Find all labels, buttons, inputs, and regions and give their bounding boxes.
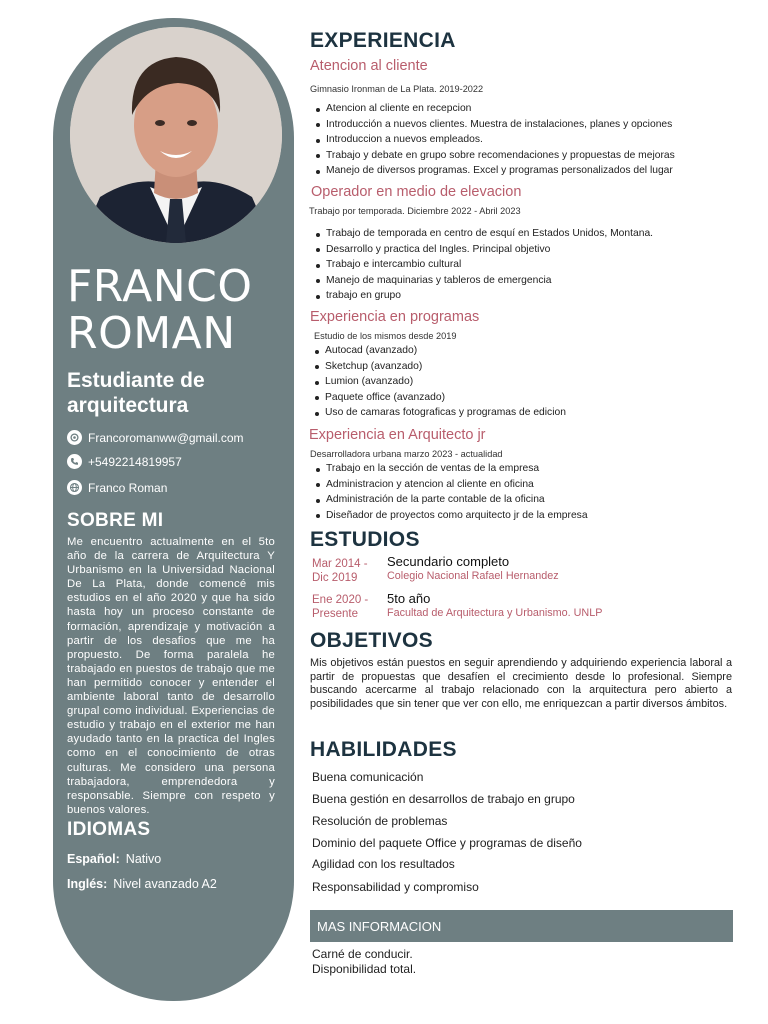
language-level: Nativo — [125, 852, 162, 866]
education-title: Secundario completo — [387, 554, 510, 569]
more-info-heading: MAS INFORMACION — [310, 910, 733, 942]
job-meta: Gimnasio Ironman de La Plata. 2019-2022 — [310, 84, 484, 94]
skill-item: Buena gestión en desarrollos de trabajo en grupo — [312, 792, 575, 806]
more-info-line: Carné de conducir. — [312, 947, 413, 961]
skills-heading: HABILIDADES — [310, 738, 457, 761]
list-item: Trabajo e intercambio cultural — [314, 257, 653, 273]
skill-item: Agilidad con los resultados — [312, 857, 455, 871]
language-level: Nivel avanzado A2 — [113, 877, 217, 891]
list-item: Introduccion a nuevos empleados. — [314, 132, 675, 148]
list-item: Trabajo y debate en grupo sobre recomendaciones y propuestas de mejoras — [314, 148, 675, 164]
web-text: Franco Roman — [88, 480, 168, 495]
list-item: Diseñador de proyectos como arquitecto jr de la empresa — [314, 508, 588, 524]
education-date — [312, 593, 368, 621]
experience-heading: EXPERIENCIA — [310, 29, 456, 52]
objectives-heading: OBJETIVOS — [310, 629, 433, 652]
job-title: Estudiante de arquitectura — [67, 369, 205, 417]
list-item: Trabajo de temporada en centro de esquí en Estados Unidos, Montana. — [314, 226, 653, 242]
skill-item: Resolución de problemas — [312, 814, 448, 828]
job-bullets — [314, 226, 653, 304]
list-item: Uso de camaras fotograficas y programas de edicion — [313, 405, 566, 421]
job-meta: Estudio de los mismos desde 2019 — [314, 331, 457, 341]
list-item: Autocad (avanzado) — [313, 343, 566, 359]
profile-photo-illustration — [70, 27, 282, 243]
education-date — [312, 557, 368, 585]
language-name: Español: — [67, 852, 120, 866]
first-name: FRANCO — [67, 261, 253, 312]
education-date-start: Mar 2014 - — [312, 558, 368, 570]
list-item: trabajo en grupo — [314, 288, 653, 304]
more-info-line: Disponibilidad total. — [312, 962, 417, 976]
contact-phone — [67, 454, 182, 469]
language-name: Inglés: — [67, 877, 108, 891]
education-date-end: Dic 2019 — [312, 572, 358, 584]
job-meta: Desarrolladora urbana marzo 2023 - actualidad — [310, 449, 503, 459]
last-name: ROMAN — [67, 308, 236, 359]
skill-item: Responsabilidad y compromiso — [312, 880, 479, 894]
list-item: Trabajo en la sección de ventas de la empresa — [314, 461, 588, 477]
language-item — [67, 852, 161, 866]
list-item: Administracion y atencion al cliente en oficina — [314, 477, 588, 493]
list-item: Introducción a nuevos clientes. Muestra de instalaciones, planes y opciones — [314, 117, 675, 133]
email-text: Francoromanww@gmail.com — [88, 430, 244, 445]
job-title: Operador en medio de elevacion — [311, 184, 522, 200]
education-institution: Facultad de Arquitectura y Urbanismo. UNLP — [387, 607, 603, 619]
list-item: Manejo de maquinarias y tableros de emergencia — [314, 273, 653, 289]
list-item: Paquete office (avanzado) — [313, 390, 566, 406]
list-item: Atencion al cliente en recepcion — [314, 101, 675, 117]
list-item: Manejo de diversos programas. Excel y programas personalizados del lugar — [314, 163, 675, 179]
job-bullets — [313, 343, 566, 421]
list-item: Desarrollo y practica del Ingles. Principal objetivo — [314, 242, 653, 258]
phone-icon — [67, 454, 82, 469]
education-title: 5to año — [387, 591, 431, 606]
education-institution: Colegio Nacional Rafael Hernandez — [387, 570, 559, 582]
job-title: Experiencia en Arquitecto jr — [309, 427, 486, 443]
skill-item: Dominio del paquete Office y programas de diseño — [312, 836, 582, 850]
email-icon — [67, 430, 82, 445]
list-item: Lumion (avanzado) — [313, 374, 566, 390]
job-meta: Trabajo por temporada. Diciembre 2022 - Abril 2023 — [309, 206, 521, 216]
contact-web — [67, 480, 167, 495]
about-text: Me encuentro actualmente en el 5to año de la carrera de Arquitectura Y Urbanismo en la Universidad Nacional De La Plata, donde comencé mis estudios en el año 2020 y que ha sido hasta hoy un proceso constante de formación, aprendizaje y motivación a partir de los desafios que me ha propuesto. De forma paralela he trabajado en puestos de trabajo que me han permitido conocer y entender el ambiente laboral tanto de desarrollo grupal como individual. Experiencias de estudio y trabajo en el exterior me han ayudado tanto en la practica del Ingles como en el conocimiento de otras culturas. Me considero una persona trabajadora, emprendedora y responsable. Siempre con respeto y buenos valores. — [67, 536, 275, 816]
full-name — [67, 263, 287, 357]
education-heading: ESTUDIOS — [310, 528, 420, 551]
job-title: Atencion al cliente — [310, 58, 428, 74]
languages-heading: IDIOMAS — [67, 819, 151, 840]
job-bullets — [314, 101, 675, 179]
objectives-text: Mis objetivos están puestos en seguir aprendiendo y adquiriendo experiencia laboral a partir de propuestas que desafíen el crecimiento desde lo profesional. Siempre buscando acercarme al trabajo relacionado con la arquitectura pero abierto a posibilidades que sin tener que ver con ello, me enriquezcan a partir diversos ámbitos. — [310, 657, 732, 710]
globe-icon — [67, 480, 82, 495]
language-item — [67, 877, 217, 891]
skill-item: Buena comunicación — [312, 770, 424, 784]
job-title: Experiencia en programas — [310, 309, 480, 325]
job-bullets — [314, 461, 588, 523]
phone-text: +5492214819957 — [88, 454, 182, 469]
profile-photo — [70, 27, 282, 243]
education-date-end: Presente — [312, 608, 359, 620]
contact-email — [67, 430, 244, 445]
about-heading: SOBRE MI — [67, 510, 164, 531]
education-date-start: Ene 2020 - — [312, 594, 369, 606]
list-item: Administración de la parte contable de la oficina — [314, 492, 588, 508]
list-item: Sketchup (avanzado) — [313, 359, 566, 375]
